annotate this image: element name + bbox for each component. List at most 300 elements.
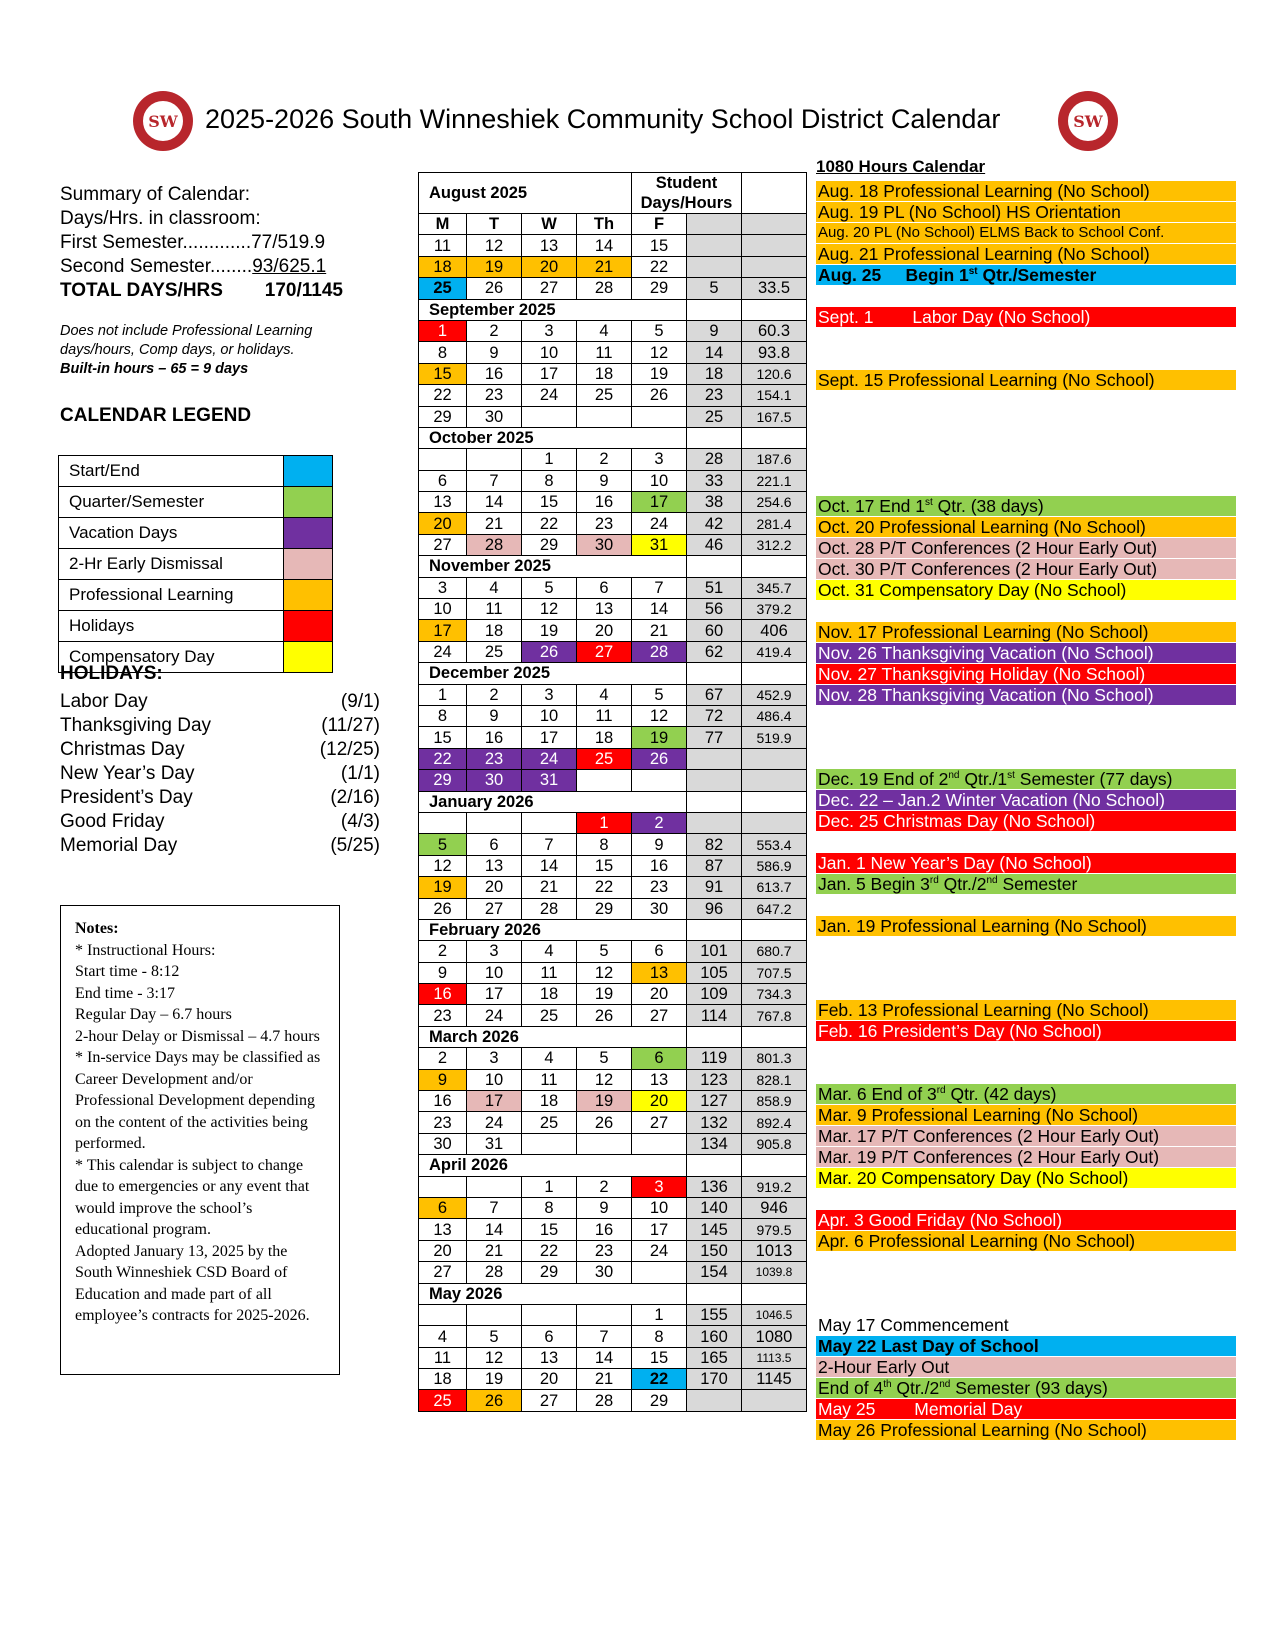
- day-cell: 6: [632, 1048, 687, 1069]
- day-cell: 3: [632, 1176, 687, 1197]
- week-row: [419, 470, 807, 491]
- summary-section: [60, 183, 360, 303]
- day-cell: 27: [632, 1005, 687, 1026]
- events-heading: 1080 Hours Calendar: [816, 157, 986, 176]
- student-days-cell: 28: [687, 449, 742, 470]
- week-row: [419, 235, 807, 256]
- day-cell: 12: [467, 1347, 522, 1368]
- week-row: [419, 620, 807, 641]
- calendar-event: Jan. 5 Begin 3rd Qtr./2nd Semester: [816, 874, 1236, 894]
- summary-note: Does not include Professional Learning days/hours, Comp days, or holidays.: [60, 323, 313, 358]
- student-hours-cell: 979.5: [742, 1219, 807, 1240]
- day-cell: 23: [419, 1005, 467, 1026]
- second-semester-dots: ........: [209, 256, 253, 277]
- calendar-event: Oct. 31 Compensatory Day (No School): [816, 580, 1236, 600]
- month-blank: [687, 1155, 742, 1176]
- student-days-cell: 25: [687, 406, 742, 427]
- day-cell: 1: [419, 684, 467, 705]
- student-hours-cell: 60.3: [742, 320, 807, 341]
- holiday-row: [60, 690, 380, 714]
- day-cell: 19: [467, 1369, 522, 1390]
- day-cell: 26: [522, 641, 577, 662]
- month-name: October 2025: [419, 427, 687, 448]
- student-hours-cell: 613.7: [742, 877, 807, 898]
- day-cell: 25: [419, 278, 467, 299]
- calendar-event: Apr. 6 Professional Learning (No School): [816, 1231, 1236, 1251]
- page-title: 2025-2026 South Winneshiek Community School District Calendar: [205, 104, 1001, 134]
- student-days-cell: 105: [687, 962, 742, 983]
- week-row: [419, 363, 807, 384]
- day-cell: 23: [467, 385, 522, 406]
- day-cell: 24: [467, 1005, 522, 1026]
- day-cell: 9: [467, 705, 522, 726]
- day-cell: [577, 1133, 632, 1154]
- student-days-cell: 160: [687, 1326, 742, 1347]
- day-cell: 1: [419, 320, 467, 341]
- day-cell: 19: [577, 984, 632, 1005]
- month-header-row: [419, 919, 807, 940]
- day-cell: 10: [467, 1069, 522, 1090]
- day-cell: 1: [522, 1176, 577, 1197]
- day-cell: 5: [577, 1048, 632, 1069]
- month-blank: [742, 556, 807, 577]
- month-header-row: [419, 663, 807, 684]
- day-cell: [577, 406, 632, 427]
- day-cell: 29: [522, 534, 577, 555]
- day-cell: 25: [577, 748, 632, 769]
- legend-label: Compensatory Day: [59, 642, 284, 673]
- day-cell: 17: [632, 492, 687, 513]
- day-cell: 19: [467, 256, 522, 277]
- day-cell: 18: [419, 1369, 467, 1390]
- student-days-cell: [687, 256, 742, 277]
- day-cell: 9: [467, 342, 522, 363]
- student-hours-cell: 345.7: [742, 577, 807, 598]
- month-header-row: [419, 1283, 807, 1304]
- day-cell: 10: [632, 1197, 687, 1218]
- student-days-cell: 38: [687, 492, 742, 513]
- student-days-cell: 77: [687, 727, 742, 748]
- weekday-header: F: [632, 214, 687, 235]
- week-row: [419, 342, 807, 363]
- day-cell: 27: [522, 1390, 577, 1411]
- day-cell: [632, 770, 687, 791]
- legend-table: [58, 455, 333, 673]
- day-cell: 22: [632, 1369, 687, 1390]
- calendar-event: Jan. 19 Professional Learning (No School): [816, 916, 1236, 936]
- day-cell: 16: [467, 363, 522, 384]
- day-cell: 17: [419, 620, 467, 641]
- weekday-header: W: [522, 214, 577, 235]
- student-hours-cell: 680.7: [742, 941, 807, 962]
- day-cell: 18: [467, 620, 522, 641]
- student-hours-cell: 379.2: [742, 599, 807, 620]
- day-cell: 5: [467, 1326, 522, 1347]
- day-cell: 28: [577, 278, 632, 299]
- day-cell: 9: [419, 962, 467, 983]
- month-name: January 2026: [419, 791, 687, 812]
- student-days-cell: 51: [687, 577, 742, 598]
- calendar-table: [418, 172, 807, 1412]
- second-semester-value: 93/625.1: [252, 256, 327, 277]
- day-cell: [467, 449, 522, 470]
- month-blank: [687, 791, 742, 812]
- day-cell: 17: [522, 363, 577, 384]
- holiday-date: (9/1): [340, 691, 380, 712]
- day-cell: 21: [577, 1369, 632, 1390]
- day-cell: 18: [419, 256, 467, 277]
- notes-line: 2-hour Delay or Dismissal – 4.7 hours: [75, 1027, 320, 1045]
- student-hours-cell: 519.9: [742, 727, 807, 748]
- legend-row: [59, 456, 333, 487]
- student-days-cell: 101: [687, 941, 742, 962]
- calendar-event: Nov. 27 Thanksgiving Holiday (No School): [816, 664, 1236, 684]
- day-cell: 25: [522, 1112, 577, 1133]
- day-cell: 19: [419, 877, 467, 898]
- day-cell: 6: [419, 470, 467, 491]
- first-semester-dots: .............: [182, 232, 252, 253]
- day-cell: 3: [522, 320, 577, 341]
- student-hours-cell: 1046.5: [742, 1304, 807, 1325]
- month-header-row: [419, 556, 807, 577]
- student-hours-cell: 221.1: [742, 470, 807, 491]
- calendar-event: Dec. 22 – Jan.2 Winter Vacation (No School): [816, 790, 1236, 810]
- day-cell: 31: [467, 1133, 522, 1154]
- total-label: TOTAL DAYS/HRS: [60, 280, 223, 301]
- day-cell: 8: [419, 705, 467, 726]
- student-hours-cell: 647.2: [742, 898, 807, 919]
- legend-swatch: [284, 549, 333, 580]
- student-hours-cell: [742, 1390, 807, 1411]
- day-cell: 20: [632, 984, 687, 1005]
- district-logo-right: [1058, 91, 1118, 151]
- student-hours-cell: 892.4: [742, 1112, 807, 1133]
- day-cell: 23: [632, 877, 687, 898]
- day-cell: 14: [577, 235, 632, 256]
- day-cell: 13: [419, 1219, 467, 1240]
- calendar-event: Oct. 28 P/T Conferences (2 Hour Early Out): [816, 538, 1236, 558]
- month-header-row: [419, 173, 807, 214]
- day-cell: 11: [419, 1347, 467, 1368]
- day-cell: 22: [632, 256, 687, 277]
- student-days-cell: 9: [687, 320, 742, 341]
- day-cell: 6: [577, 577, 632, 598]
- day-cell: 17: [467, 1091, 522, 1112]
- student-hours-cell: [742, 256, 807, 277]
- day-cell: 27: [419, 534, 467, 555]
- student-days-cell: [687, 812, 742, 833]
- month-header-row: [419, 1026, 807, 1047]
- student-days-cell: 155: [687, 1304, 742, 1325]
- calendar-event: Oct. 30 P/T Conferences (2 Hour Early Out): [816, 559, 1236, 579]
- calendar-event: End of 4th Qtr./2nd Semester (93 days): [816, 1378, 1236, 1398]
- day-cell: 9: [577, 470, 632, 491]
- holiday-date: (4/3): [340, 811, 380, 832]
- holiday-row: [60, 714, 380, 738]
- day-cell: 2: [632, 812, 687, 833]
- notes-line: Adopted January 13, 2025 by the South Winneshiek CSD Board of Education and made part of all employee’s contracts for 2025-2026.: [75, 1242, 310, 1324]
- first-semester-label: First Semester: [60, 232, 183, 253]
- day-cell: 13: [522, 1347, 577, 1368]
- day-cell: 28: [467, 534, 522, 555]
- calendar-event: Aug. 25 Begin 1st Qtr./Semester: [816, 265, 1236, 285]
- student-hours-cell: 93.8: [742, 342, 807, 363]
- weekday-header: Th: [577, 214, 632, 235]
- month-blank: [742, 791, 807, 812]
- week-row: [419, 1176, 807, 1197]
- day-cell: 22: [522, 513, 577, 534]
- calendar-event: Mar. 19 P/T Conferences (2 Hour Early Out): [816, 1147, 1236, 1167]
- student-hours-cell: 586.9: [742, 855, 807, 876]
- student-hours-cell: 1113.5: [742, 1347, 807, 1368]
- student-days-cell: 56: [687, 599, 742, 620]
- student-hours-cell: [742, 812, 807, 833]
- student-hours-cell: 419.4: [742, 641, 807, 662]
- day-cell: 31: [522, 770, 577, 791]
- day-cell: 9: [577, 1197, 632, 1218]
- month-blank: [742, 427, 807, 448]
- week-row: [419, 812, 807, 833]
- month-name: February 2026: [419, 919, 687, 940]
- student-days-cell: 87: [687, 855, 742, 876]
- calendar-event: May 17 Commencement: [818, 1315, 1009, 1335]
- day-cell: 4: [522, 1048, 577, 1069]
- day-cell: 14: [632, 599, 687, 620]
- day-cell: 3: [467, 941, 522, 962]
- holiday-date: (2/16): [330, 787, 380, 808]
- calendar-event: Sept. 1 Labor Day (No School): [816, 307, 1236, 327]
- month-blank: [742, 663, 807, 684]
- student-days-cell: 170: [687, 1369, 742, 1390]
- month-blank: [742, 299, 807, 320]
- day-cell: 22: [419, 748, 467, 769]
- legend-label: Quarter/Semester: [59, 487, 284, 518]
- day-cell: [522, 812, 577, 833]
- week-row: [419, 513, 807, 534]
- day-cell: 27: [632, 1112, 687, 1133]
- day-cell: 3: [419, 577, 467, 598]
- student-days-cell: 91: [687, 877, 742, 898]
- student-hours-cell: 406: [742, 620, 807, 641]
- day-cell: 5: [419, 834, 467, 855]
- calendar-event: Nov. 17 Professional Learning (No School): [816, 622, 1236, 642]
- notes-line: * In-service Days may be classified as Career Development and/or Professional Development depending on the content of the activities being performed.: [75, 1049, 325, 1152]
- week-row: [419, 1197, 807, 1218]
- day-cell: 15: [632, 1347, 687, 1368]
- day-cell: 30: [577, 534, 632, 555]
- day-cell: 12: [577, 1069, 632, 1090]
- day-cell: 8: [632, 1326, 687, 1347]
- day-cell: 30: [467, 406, 522, 427]
- day-cell: 25: [522, 1005, 577, 1026]
- day-cell: 11: [522, 1069, 577, 1090]
- month-name: September 2025: [419, 299, 687, 320]
- student-days-cell: 62: [687, 641, 742, 662]
- month-blank: [687, 427, 742, 448]
- day-cell: 3: [467, 1048, 522, 1069]
- day-cell: 12: [632, 705, 687, 726]
- holiday-date: (12/25): [319, 739, 380, 760]
- day-cell: [522, 406, 577, 427]
- legend-label: Professional Learning: [59, 580, 284, 611]
- calendar-event: Mar. 17 P/T Conferences (2 Hour Early Out): [816, 1126, 1236, 1146]
- student-hours-cell: [742, 770, 807, 791]
- month-blank: [742, 1283, 807, 1304]
- day-cell: 14: [522, 855, 577, 876]
- week-row: [419, 1390, 807, 1411]
- day-cell: 12: [419, 855, 467, 876]
- day-cell: 16: [467, 727, 522, 748]
- day-cell: 20: [419, 513, 467, 534]
- day-cell: 14: [467, 492, 522, 513]
- day-cell: 2: [467, 684, 522, 705]
- day-cell: 16: [577, 1219, 632, 1240]
- day-cell: 22: [522, 1240, 577, 1261]
- day-cell: 15: [419, 727, 467, 748]
- week-row: [419, 1240, 807, 1261]
- student-days-cell: 33: [687, 470, 742, 491]
- calendar-event: Feb. 16 President’s Day (No School): [816, 1021, 1236, 1041]
- week-row: [419, 684, 807, 705]
- day-cell: 13: [419, 492, 467, 513]
- week-row: [419, 705, 807, 726]
- day-cell: 8: [419, 342, 467, 363]
- notes-line: End time - 3:17: [75, 984, 175, 1002]
- day-cell: 29: [632, 1390, 687, 1411]
- day-cell: 13: [577, 599, 632, 620]
- day-cell: 26: [467, 1390, 522, 1411]
- day-cell: [632, 406, 687, 427]
- week-row: [419, 256, 807, 277]
- calendar-event: 2-Hour Early Out: [816, 1357, 1236, 1377]
- student-hours-cell: 734.3: [742, 984, 807, 1005]
- day-cell: 17: [467, 984, 522, 1005]
- weekday-header: T: [467, 214, 522, 235]
- notes-line: Start time - 8:12: [75, 963, 180, 980]
- day-cell: 2: [419, 941, 467, 962]
- days-heading: Days/Hrs. in classroom:: [60, 208, 261, 229]
- day-cell: 24: [419, 641, 467, 662]
- week-row: [419, 1112, 807, 1133]
- day-cell: 18: [577, 727, 632, 748]
- week-row: [419, 1069, 807, 1090]
- day-cell: 8: [522, 1197, 577, 1218]
- day-cell: [467, 812, 522, 833]
- day-cell: 11: [419, 235, 467, 256]
- holiday-name: Christmas Day: [60, 739, 185, 760]
- day-cell: 28: [577, 1390, 632, 1411]
- total-row: [60, 279, 343, 303]
- day-cell: 17: [632, 1219, 687, 1240]
- day-cell: 15: [632, 235, 687, 256]
- calendar-event: Nov. 28 Thanksgiving Vacation (No School): [816, 685, 1236, 705]
- student-days-cell: 136: [687, 1176, 742, 1197]
- day-cell: [419, 1304, 467, 1325]
- day-cell: 10: [522, 705, 577, 726]
- legend-swatch: [284, 456, 333, 487]
- month-name: March 2026: [419, 1026, 687, 1047]
- month-header-row: [419, 427, 807, 448]
- day-cell: 12: [522, 599, 577, 620]
- student-days-cell: 140: [687, 1197, 742, 1218]
- legend-swatch: [284, 518, 333, 549]
- day-cell: 30: [467, 770, 522, 791]
- legend-label: Vacation Days: [59, 518, 284, 549]
- legend-swatch: [284, 580, 333, 611]
- week-row: [419, 406, 807, 427]
- week-row: [419, 770, 807, 791]
- day-cell: 5: [632, 320, 687, 341]
- day-cell: 5: [577, 941, 632, 962]
- day-cell: 27: [522, 278, 577, 299]
- day-cell: 15: [522, 492, 577, 513]
- day-cell: 23: [467, 748, 522, 769]
- day-cell: 6: [632, 941, 687, 962]
- day-cell: 14: [467, 1219, 522, 1240]
- day-cell: 23: [419, 1112, 467, 1133]
- notes-line: * Instructional Hours:: [75, 941, 216, 959]
- week-row: [419, 1048, 807, 1069]
- month-blank: [687, 556, 742, 577]
- student-days-cell: 46: [687, 534, 742, 555]
- day-cell: 16: [632, 855, 687, 876]
- day-cell: 16: [419, 984, 467, 1005]
- student-hours-cell: 1080: [742, 1326, 807, 1347]
- week-row: [419, 1219, 807, 1240]
- notes-lines: [75, 940, 325, 1327]
- month-name: April 2026: [419, 1155, 687, 1176]
- student-hours-cell: 187.6: [742, 449, 807, 470]
- second-semester-row: [60, 255, 360, 279]
- day-cell: 2: [577, 1176, 632, 1197]
- day-cell: 20: [419, 1240, 467, 1261]
- week-row: [419, 492, 807, 513]
- day-cell: 29: [577, 898, 632, 919]
- day-cell: 8: [522, 470, 577, 491]
- holiday-name: Labor Day: [60, 691, 148, 712]
- day-cell: 11: [577, 342, 632, 363]
- day-cell: 20: [632, 1091, 687, 1112]
- legend-swatch: [284, 611, 333, 642]
- legend-row: [59, 611, 333, 642]
- student-days-cell: 114: [687, 1005, 742, 1026]
- day-cell: 11: [577, 705, 632, 726]
- header-spacer: [742, 173, 807, 214]
- day-cell: [419, 449, 467, 470]
- student-hours-cell: 167.5: [742, 406, 807, 427]
- day-cell: 4: [467, 577, 522, 598]
- day-cell: 3: [522, 684, 577, 705]
- day-cell: 30: [577, 1262, 632, 1283]
- student-hours-cell: 281.4: [742, 513, 807, 534]
- day-cell: 8: [577, 834, 632, 855]
- student-days-cell: 5: [687, 278, 742, 299]
- day-cell: [632, 1133, 687, 1154]
- day-cell: 20: [467, 877, 522, 898]
- legend-row: [59, 518, 333, 549]
- day-cell: 29: [419, 770, 467, 791]
- day-cell: 16: [577, 492, 632, 513]
- holiday-row: [60, 738, 380, 762]
- day-cell: 25: [419, 1390, 467, 1411]
- holiday-date: (11/27): [321, 715, 380, 736]
- student-hours-cell: 254.6: [742, 492, 807, 513]
- legend-row: [59, 487, 333, 518]
- day-cell: 2: [419, 1048, 467, 1069]
- builtin-hours: Built-in hours – 65 = 9 days: [60, 361, 249, 377]
- day-cell: 19: [522, 620, 577, 641]
- month-header-row: [419, 791, 807, 812]
